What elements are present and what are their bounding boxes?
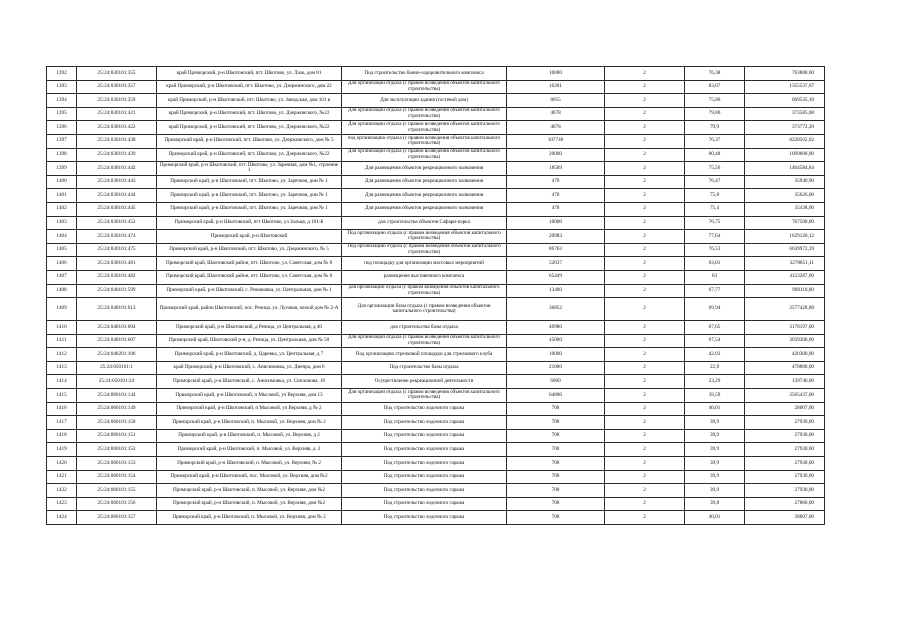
cadastral-value-cell: 27930,00 <box>745 443 825 457</box>
cadastral-value-cell: 8228562,02 <box>745 134 825 148</box>
area-cell: 36852 <box>507 298 605 321</box>
specific-value-cell: 39,59 <box>685 389 745 403</box>
table-row <box>47 334 825 348</box>
address-cell: Приморский край, р-н Шкотовский, с. Романовка, ул. Центральная, дом № 1 <box>157 284 342 298</box>
cadastral-number-cell: 25:24:030101:438 <box>77 134 157 148</box>
table-row <box>47 94 825 108</box>
cadastral-value-cell: 35626,00 <box>745 189 825 203</box>
permitted-use-cell: для строительства базы отдыха <box>342 321 507 335</box>
cadastral-number-cell: 25:24:040201:106 <box>77 348 157 362</box>
row-number-cell: 1424 <box>47 511 77 525</box>
table-body <box>47 67 825 525</box>
row-number-cell: 1394 <box>47 94 77 108</box>
area-cell: 65449 <box>507 270 605 284</box>
table-row <box>47 257 825 271</box>
permitted-use-cell: размещение выставочного комплекса <box>342 270 507 284</box>
permitted-use-cell: Для размещения объектов рекреационного назначения <box>342 202 507 216</box>
address-cell: Приморский край, р-н Шкотовский, п. Мысовой, ул. Верхняя, дом № 2 <box>157 416 342 430</box>
table-row <box>47 230 825 244</box>
specific-value-cell: 80,48 <box>685 148 745 162</box>
permitted-use-cell: Под строительство базы отдыха <box>342 361 507 375</box>
row-number-cell: 1397 <box>47 134 77 148</box>
cadastral-value-cell: 27860,00 <box>745 497 825 511</box>
permitted-use-cell: Под строительство лодочного гаража <box>342 402 507 416</box>
table-row <box>47 348 825 362</box>
group-cell: 2 <box>605 284 685 298</box>
specific-value-cell: 42,03 <box>685 348 745 362</box>
address-cell: Приморский край, р-н Шкотовский, пгт. Шкотово, ул. Дзержинского, дом № 5 <box>157 134 342 148</box>
permitted-use-cell: Для эксплуатации здания (гостевой дом) <box>342 94 507 108</box>
specific-value-cell: 83,67 <box>685 80 745 94</box>
permitted-use-cell: Для организации отдыха (с правом возведения объектов капитального строительства) <box>342 148 507 162</box>
cadastral-value-cell: 35438,00 <box>745 202 825 216</box>
area-cell: 700 <box>507 484 605 498</box>
specific-value-cell: 39,9 <box>685 443 745 457</box>
row-number-cell: 1406 <box>47 257 77 271</box>
table-row <box>47 321 825 335</box>
area-cell: 18589 <box>507 162 605 176</box>
address-cell: Приморский край, р-н Шкотовский, пгт Шкотово, ул Зальця, д 101-Б <box>157 216 342 230</box>
address-cell: Приморский край, р-н Шкотовский, пос. Мысовой, ул. Верхняя, дом №2 <box>157 470 342 484</box>
cadastral-value-cell: 609535,10 <box>745 94 825 108</box>
row-number-cell: 1412 <box>47 348 77 362</box>
specific-value-cell: 39,9 <box>685 484 745 498</box>
address-cell: Приморский край, р-н Шкотовский, п. Мысовой, ул. Верхняя, № 2 <box>157 457 342 471</box>
group-cell: 2 <box>605 429 685 443</box>
permitted-use-cell: Под организацию отдыха (с правом возведения объектов капитального строительства) <box>342 230 507 244</box>
area-cell: 700 <box>507 497 605 511</box>
row-number-cell: 1401 <box>47 189 77 203</box>
cadastral-value-cell: 28007,00 <box>745 402 825 416</box>
specific-value-cell: 63,01 <box>685 257 745 271</box>
cadastral-number-cell: 25:24:030101:355 <box>77 67 157 81</box>
address-cell: Приморский край, р-н Шкотовский, пгт. Шкотово, ул. Заречная, дом № 1 <box>157 202 342 216</box>
specific-value-cell: 76,75 <box>685 216 745 230</box>
group-cell: 2 <box>605 416 685 430</box>
area-cell: 700 <box>507 511 605 525</box>
cadastral-number-cell: 25:24:030101:481 <box>77 257 157 271</box>
group-cell: 2 <box>605 202 685 216</box>
row-number-cell: 1408 <box>47 284 77 298</box>
table-row <box>47 107 825 121</box>
area-cell: 10000 <box>507 216 605 230</box>
table-row <box>47 80 825 94</box>
specific-value-cell: 77,64 <box>685 230 745 244</box>
area-cell: 13400 <box>507 284 605 298</box>
table-row <box>47 162 825 176</box>
cadastral-value-cell: 4123287,00 <box>745 270 825 284</box>
table-row <box>47 216 825 230</box>
specific-value-cell: 67,77 <box>685 284 745 298</box>
address-cell: край Приморский, р-н Шкотовский, пгт. Шкотово, ул. Заводская, дом 101 в <box>157 94 342 108</box>
cadastral-value-cell: 908118,00 <box>745 284 825 298</box>
area-cell: 700 <box>507 457 605 471</box>
area-cell: 700 <box>507 416 605 430</box>
area-cell: 700 <box>507 443 605 457</box>
group-cell: 2 <box>605 148 685 162</box>
group-cell: 2 <box>605 257 685 271</box>
area-cell: 10000 <box>507 348 605 362</box>
table-row <box>47 389 825 403</box>
group-cell: 2 <box>605 511 685 525</box>
cadastral-value-cell: 478800,00 <box>745 361 825 375</box>
cadastral-number-cell: 25:24:040101:599 <box>77 284 157 298</box>
cadastral-value-cell: 3178197,00 <box>745 321 825 335</box>
specific-value-cell: 40,01 <box>685 511 745 525</box>
address-cell: Приморский край, район Шкотовский, пос. Речица, ул. Луговая, жилой дом № 2-А <box>157 298 342 321</box>
area-cell: 16201 <box>507 80 605 94</box>
address-cell: Приморский край, р-н Шкотовский, пгт. Шкотово, ул. Дзержинского, №22 <box>157 148 342 162</box>
group-cell: 2 <box>605 361 685 375</box>
cadastral-number-cell: 25:24:030101:442 <box>77 162 157 176</box>
permitted-use-cell: Для организации отдыха (с правом возведения объектов капитального строительства) <box>342 389 507 403</box>
cadastral-value-cell: 139740,00 <box>745 375 825 389</box>
cadastral-number-cell: 25:24:030101:445 <box>77 202 157 216</box>
specific-value-cell: 79,9 <box>685 121 745 135</box>
group-cell: 2 <box>605 107 685 121</box>
row-number-cell: 1422 <box>47 484 77 498</box>
permitted-use-cell: Для размещения объектов рекреационного назначения <box>342 189 507 203</box>
address-cell: Приморский край, Шкотовский р-н, д. Речица, ул. Центральная, дом № 50 <box>157 334 342 348</box>
table-row <box>47 134 825 148</box>
row-number-cell: 1421 <box>47 470 77 484</box>
table-row <box>47 416 825 430</box>
cadastral-number-cell: 25:24:060101:156 <box>77 497 157 511</box>
cadastral-number-cell: 25:24:030101:422 <box>77 121 157 135</box>
permitted-use-cell: для строительства объектов Сафари-парка <box>342 216 507 230</box>
cadastral-value-cell: 420300,00 <box>745 348 825 362</box>
row-number-cell: 1420 <box>47 457 77 471</box>
permitted-use-cell: для организации отдыха (с правом возведения объектов капитального строительства) <box>342 284 507 298</box>
cadastral-number-cell: 25:24:060101:149 <box>77 402 157 416</box>
address-cell: Приморский край, р-н Шкотовский, д Речица, ул Центральная, д 40 <box>157 321 342 335</box>
row-number-cell: 1405 <box>47 243 77 257</box>
specific-value-cell: 67,54 <box>685 334 745 348</box>
area-cell: 86763 <box>507 243 605 257</box>
cadastral-value-cell: 373772,20 <box>745 121 825 135</box>
group-cell: 2 <box>605 162 685 176</box>
cadastral-value-cell: 763800,00 <box>745 67 825 81</box>
group-cell: 2 <box>605 67 685 81</box>
row-number-cell: 1413 <box>47 361 77 375</box>
cadastral-value-cell: 27930,00 <box>745 484 825 498</box>
address-cell: Приморский край, р-н Шкотовский, п Мысовой, ул Верхняя, дом 13 <box>157 389 342 403</box>
permitted-use-cell: Для организации отдыха (с правом возведения объектов капитального строительства) <box>342 334 507 348</box>
cadastral-number-cell: 25:24:060101:155 <box>77 484 157 498</box>
area-cell: 4678 <box>507 121 605 135</box>
group-cell: 2 <box>605 321 685 335</box>
specific-value-cell: 63 <box>685 270 745 284</box>
cadastral-value-cell: 1404584,84 <box>745 162 825 176</box>
permitted-use-cell: Для организации базы отдыха (с правом возведения объектов капитального строительства) <box>342 298 507 321</box>
table-row <box>47 148 825 162</box>
cadastral-number-cell: 25:24:030101:474 <box>77 230 157 244</box>
area-cell: 700 <box>507 429 605 443</box>
area-cell: 64800 <box>507 389 605 403</box>
specific-value-cell: 75,8 <box>685 189 745 203</box>
permitted-use-cell: Под строительство лодочного гаража <box>342 511 507 525</box>
permitted-use-cell: Под строительство банно-оздоровительного комплекса <box>342 67 507 81</box>
area-cell: 20983 <box>507 230 605 244</box>
address-cell: Приморский край, р-н Шкотовский, д. Царевка, ул. Центральная, д 7 <box>157 348 342 362</box>
group-cell: 2 <box>605 348 685 362</box>
row-number-cell: 1411 <box>47 334 77 348</box>
cadastral-number-cell: 25:24:030101:359 <box>77 94 157 108</box>
row-number-cell: 1403 <box>47 216 77 230</box>
permitted-use-cell: Под организацию отдыха (с правом возведения объектов капитального строительства) <box>342 243 507 257</box>
permitted-use-cell: Под строительство лодочного гаража <box>342 429 507 443</box>
table-row <box>47 497 825 511</box>
group-cell: 2 <box>605 243 685 257</box>
area-cell: 470 <box>507 189 605 203</box>
cadastral-number-cell: 25:24:040101:604 <box>77 321 157 335</box>
cadastral-number-cell: 25:24:030101:421 <box>77 107 157 121</box>
address-cell: Приморский край, р-н Шкотовский, п. Мысовой, ул. Верхняя, дом №2 <box>157 497 342 511</box>
permitted-use-cell: Для организации отдыха (с правом возведения объектов капитального строительства) <box>342 121 507 135</box>
cadastral-value-cell: 3278851,11 <box>745 257 825 271</box>
cadastral-number-cell: 25:24:060101:150 <box>77 416 157 430</box>
row-number-cell: 1402 <box>47 202 77 216</box>
permitted-use-cell: Под строительство лодочного гаража <box>342 443 507 457</box>
cadastral-number-cell: 25:24:060101:154 <box>77 470 157 484</box>
row-number-cell: 1417 <box>47 416 77 430</box>
cadastral-number-cell: 25:24:030101:357 <box>77 80 157 94</box>
specific-value-cell: 75,4 <box>685 202 745 216</box>
specific-value-cell: 67,65 <box>685 321 745 335</box>
permitted-use-cell: Под строительство лодочного гаража <box>342 457 507 471</box>
group-cell: 2 <box>605 189 685 203</box>
specific-value-cell: 39,9 <box>685 470 745 484</box>
table-row <box>47 375 825 389</box>
row-number-cell: 1415 <box>47 389 77 403</box>
cadastral-value-cell: 27930,00 <box>745 416 825 430</box>
area-cell: 20000 <box>507 148 605 162</box>
cadastral-number-cell: 25:24:030101:439 <box>77 148 157 162</box>
address-cell: Приморский край, р-н Шкотовский, п Мысовой, ул Верхняя, д № 2 <box>157 402 342 416</box>
row-number-cell: 1407 <box>47 270 77 284</box>
specific-value-cell: 76,53 <box>685 243 745 257</box>
area-cell: 700 <box>507 402 605 416</box>
table-row <box>47 429 825 443</box>
cadastral-number-cell: 25:24:040101:613 <box>77 298 157 321</box>
address-cell: Приморский край, р-н Шкотовский, пгт. Шкотово, ул. Заречная, дом № 1 <box>157 175 342 189</box>
area-cell: 46980 <box>507 321 605 335</box>
specific-value-cell: 39,9 <box>685 416 745 430</box>
group-cell: 2 <box>605 443 685 457</box>
table-row <box>47 361 825 375</box>
table-row <box>47 457 825 471</box>
row-number-cell: 1409 <box>47 298 77 321</box>
group-cell: 2 <box>605 298 685 321</box>
table-row <box>47 298 825 321</box>
row-number-cell: 1396 <box>47 121 77 135</box>
row-number-cell: 1416 <box>47 402 77 416</box>
specific-value-cell: 79,86 <box>685 107 745 121</box>
cadastral-number-cell: 25:24:030101:482 <box>77 270 157 284</box>
table-row <box>47 402 825 416</box>
row-number-cell: 1419 <box>47 443 77 457</box>
table-row <box>47 284 825 298</box>
table-row <box>47 443 825 457</box>
cadastral-value-cell: 27930,00 <box>745 470 825 484</box>
cadastral-number-cell: 25:24:060101:152 <box>77 443 157 457</box>
row-number-cell: 1414 <box>47 375 77 389</box>
address-cell: Приморский край, р-н Шкотовский <box>157 230 342 244</box>
row-number-cell: 1410 <box>47 321 77 335</box>
address-cell: Приморский край, р-н Шкотовский, п. Мысовой, ул. Верхняя, д 2 <box>157 429 342 443</box>
cadastral-value-table <box>46 66 825 525</box>
cadastral-value-cell: 27930,00 <box>745 429 825 443</box>
cadastral-value-cell: 373585,08 <box>745 107 825 121</box>
group-cell: 2 <box>605 94 685 108</box>
address-cell: Приморский край, р-н Шкотовский, п. Мысовой, ул. Верхняя, дом № 2 <box>157 511 342 525</box>
specific-value-cell: 75,86 <box>685 94 745 108</box>
address-cell: Приморский край, Шкотовский район, пгт. Шкотово, ул. Советская, дом № 8 <box>157 270 342 284</box>
address-cell: край Приморский, р-н Шкотовский, пгт. Шкотово, ул. Лазо, дом 81 <box>157 67 342 81</box>
group-cell: 2 <box>605 230 685 244</box>
row-number-cell: 1400 <box>47 175 77 189</box>
area-cell: 6000 <box>507 375 605 389</box>
cadastral-value-cell: 27930,00 <box>745 457 825 471</box>
area-cell: 52037 <box>507 257 605 271</box>
permitted-use-cell: Под строительство лодочного гаража <box>342 470 507 484</box>
address-cell: край Приморский, р-н Шкотовский, с. Анисимовка, ул. Днепра, дом 6 <box>157 361 342 375</box>
permitted-use-cell: Под строительство лодочного гаража <box>342 484 507 498</box>
table-row <box>47 511 825 525</box>
table-row <box>47 121 825 135</box>
table-row <box>47 189 825 203</box>
cadastral-number-cell: 25:24:040101:607 <box>77 334 157 348</box>
specific-value-cell: 23,29 <box>685 375 745 389</box>
permitted-use-cell: под организацию отдыха (с правом возведения объектов капитального строительства) <box>342 134 507 148</box>
area-cell: 107746 <box>507 134 605 148</box>
specific-value-cell: 75,56 <box>685 162 745 176</box>
area-cell: 4678 <box>507 107 605 121</box>
permitted-use-cell: Под строительство лодочного гаража <box>342 497 507 511</box>
area-cell: 45000 <box>507 334 605 348</box>
cadastral-value-cell: 767500,00 <box>745 216 825 230</box>
permitted-use-cell: Для организации отдыха (с правом возведения объектов капитального строительства) <box>342 107 507 121</box>
row-number-cell: 1393 <box>47 80 77 94</box>
cadastral-number-cell: 25:24:030101:475 <box>77 243 157 257</box>
row-number-cell: 1404 <box>47 230 77 244</box>
specific-value-cell: 76,47 <box>685 175 745 189</box>
cadastral-number-cell: 25:24:060101:144 <box>77 389 157 403</box>
cadastral-value-cell: 2565437,00 <box>745 389 825 403</box>
group-cell: 2 <box>605 80 685 94</box>
group-cell: 2 <box>605 216 685 230</box>
specific-value-cell: 69,94 <box>685 298 745 321</box>
specific-value-cell: 76,37 <box>685 134 745 148</box>
address-cell: Приморский край, р-н Шкотовский, с. Анисимовка, ул. Сиплонова, 18 <box>157 375 342 389</box>
cadastral-number-cell: 25:24:060101:157 <box>77 511 157 525</box>
group-cell: 2 <box>605 497 685 511</box>
group-cell: 2 <box>605 134 685 148</box>
area-cell: 700 <box>507 470 605 484</box>
cadastral-number-cell: 25:24:030101:444 <box>77 189 157 203</box>
row-number-cell: 1398 <box>47 148 77 162</box>
row-number-cell: 1423 <box>47 497 77 511</box>
area-cell: 21000 <box>507 361 605 375</box>
address-cell: Приморский край, Шкотовский район, пгт. Шкотово, ул. Советская, дом № 8 <box>157 257 342 271</box>
cadastral-number-cell: 25:24:030101:443 <box>77 175 157 189</box>
specific-value-cell: 39,9 <box>685 429 745 443</box>
cadastral-number-cell: 25:24:050101:24 <box>77 375 157 389</box>
group-cell: 2 <box>605 470 685 484</box>
specific-value-cell: 39,9 <box>685 457 745 471</box>
table-row <box>47 202 825 216</box>
row-number-cell: 1418 <box>47 429 77 443</box>
cadastral-number-cell: 25:24:060101:151 <box>77 429 157 443</box>
cadastral-value-cell: 1629120,12 <box>745 230 825 244</box>
table-row <box>47 175 825 189</box>
cadastral-number-cell: 25:24:050101:1 <box>77 361 157 375</box>
cadastral-value-cell: 1355537,67 <box>745 80 825 94</box>
cadastral-number-cell: 25:24:060101:153 <box>77 457 157 471</box>
area-cell: 8055 <box>507 94 605 108</box>
specific-value-cell: 22,8 <box>685 361 745 375</box>
group-cell: 2 <box>605 121 685 135</box>
permitted-use-cell: Для размещения объектов рекреационного назначения <box>342 162 507 176</box>
row-number-cell: 1395 <box>47 107 77 121</box>
group-cell: 2 <box>605 270 685 284</box>
address-cell: Приморский край, р-н Шкотовский, пгт. Шкотово, ул. Заречная, дом № 1 <box>157 189 342 203</box>
group-cell: 2 <box>605 457 685 471</box>
table-row <box>47 243 825 257</box>
group-cell: 2 <box>605 375 685 389</box>
address-cell: Приморский край, р-н Шкотовский, пгт. Шкотово, ул. Дзержинского, № 5 <box>157 243 342 257</box>
area-cell: 470 <box>507 202 605 216</box>
cadastral-number-cell: 25:24:030101:452 <box>77 216 157 230</box>
group-cell: 2 <box>605 484 685 498</box>
permitted-use-cell: Для организации отдыха (с правом возведения объектов капитального строительства) <box>342 80 507 94</box>
address-cell: Приморский край, р-н Шкотовский, п. Мысовой, ул. Верхняя, дом №2 <box>157 484 342 498</box>
address-cell: Приморский край, р-н Шкотовский, пгт. Шкотово, ул. Заречная, дом №1, строение 1 <box>157 162 342 176</box>
address-cell: край Приморский, р-н Шкотовский, пгт. Шкотово, ул. Дзержинского, №22 <box>157 107 342 121</box>
address-cell: край Приморский, р-н Шкотовский, пгт. Шкотово, ул. Дзержинского, дом 22 <box>157 80 342 94</box>
row-number-cell: 1392 <box>47 67 77 81</box>
area-cell: 10000 <box>507 67 605 81</box>
permitted-use-cell: Осуществление рекреационной деятельности <box>342 375 507 389</box>
table-row <box>47 470 825 484</box>
cadastral-value-cell: 6639972,39 <box>745 243 825 257</box>
row-number-cell: 1399 <box>47 162 77 176</box>
group-cell: 2 <box>605 402 685 416</box>
table-row <box>47 484 825 498</box>
specific-value-cell: 39,8 <box>685 497 745 511</box>
address-cell: Приморский край, р-н Шкотовский, п. Мысовой, ул. Верхняя, д. 2 <box>157 443 342 457</box>
permitted-use-cell: Под организацию стрелковой площадки для стрелкового клуба <box>342 348 507 362</box>
group-cell: 2 <box>605 334 685 348</box>
permitted-use-cell: Под строительство лодочного гаража <box>342 416 507 430</box>
cadastral-value-cell: 3039300,00 <box>745 334 825 348</box>
cadastral-value-cell: 2577428,88 <box>745 298 825 321</box>
group-cell: 2 <box>605 175 685 189</box>
permitted-use-cell: под площадку для организации массовых мероприятий <box>342 257 507 271</box>
specific-value-cell: 40,01 <box>685 402 745 416</box>
specific-value-cell: 76,38 <box>685 67 745 81</box>
address-cell: край Приморский, р-н Шкотовский, пгт. Шкотово, ул. Дзержинского, №22 <box>157 121 342 135</box>
area-cell: 470 <box>507 175 605 189</box>
permitted-use-cell: Для размещения объектов рекреационного назначения <box>342 175 507 189</box>
cadastral-value-cell: 28007,00 <box>745 511 825 525</box>
cadastral-value-cell: 35940,90 <box>745 175 825 189</box>
cadastral-value-cell: 1609600,00 <box>745 148 825 162</box>
table-row <box>47 67 825 81</box>
table-row <box>47 270 825 284</box>
group-cell: 2 <box>605 389 685 403</box>
